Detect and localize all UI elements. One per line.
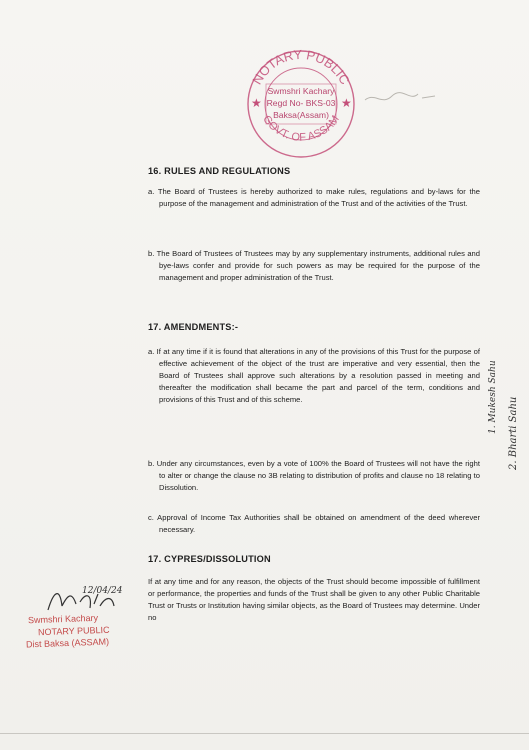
svg-text:NOTARY PUBLIC — [249, 47, 352, 87]
heading-dissolution: 17. CYPRES/DISSOLUTION — [148, 554, 271, 564]
margin-signature-2: 2. Bharti Sahu — [508, 396, 519, 470]
seal-ring-top: NOTARY PUBLIC — [249, 46, 353, 88]
heading-amendments: 17. AMENDMENTS:- — [148, 322, 239, 332]
seal-line-1: Swmshri Kachary — [267, 86, 335, 96]
seal-ring-bottom: GOVT. OF ASSAM — [260, 113, 342, 144]
seal-line-2: Regd No- BKS-03 — [266, 98, 336, 108]
stamp-line-3: Dist Baksa (ASSAM) — [25, 636, 110, 650]
margin-signature-1: 1. Mukesh Sahu — [488, 360, 498, 434]
page-bottom-edge — [0, 733, 529, 734]
amendments-item-b: b. Under any circumstances, even by a vote of 100% the Board of Trustees will not have the right to alter or change the clause no 3B relating to distribution of profits and clause no 18 relating to Dissolution. — [148, 459, 480, 492]
stamp-line-2: NOTARY PUBLIC — [37, 624, 110, 638]
seal-star-left-icon: ★ — [251, 96, 262, 110]
dissolution-paragraph: If at any time and for any reason, the objects of the Trust should become impossible of fulfillment or performance, the properties and funds of the Trust shall be given to any other Public Charitable Trust or Trusts or Institution having similar objects, as the Board of Trustees may determine. Under no — [148, 577, 480, 622]
seal-line-3: Baksa(Assam) — [273, 110, 329, 120]
seal-star-right-icon: ★ — [341, 96, 352, 110]
faint-scribble-icon — [360, 82, 440, 112]
heading-rules: 16. RULES AND REGULATIONS — [148, 166, 291, 176]
stamp-line-1: Swmshri Kachary — [27, 612, 99, 626]
handwritten-date: 12/04/24 — [82, 586, 123, 596]
amendments-item-a: a. If at any time if it is found that alterations in any of the provisions of this Trust for the purpose of effective achievement of the object of the trust are imperative and very essential, then the Board of Trustees shall approve such alterations by a resolution passed in meeting and thereafter the modification shall became the part and parcel of the term, conditions and provisions of this Trust and of this scheme. — [148, 347, 480, 404]
bottom-notary-stamp — [20, 584, 170, 664]
rules-item-b: b. The Board of Trustees of Trustees may by any supplementary instruments, additional rules and bye-laws confer and provide for such powers as may be required for the purpose of the management and proper administration of the Trust. — [148, 249, 480, 282]
rules-item-a: a. The Board of Trustees is hereby authorized to make rules, regulations and by-laws for the purpose of the management and administration of the Trust and of the activities of the Trust. — [148, 187, 480, 208]
amendments-item-c: c. Approval of Income Tax Authorities shall be obtained on amendment of the deed wherever necessary. — [148, 513, 480, 534]
notary-seal — [236, 44, 366, 162]
